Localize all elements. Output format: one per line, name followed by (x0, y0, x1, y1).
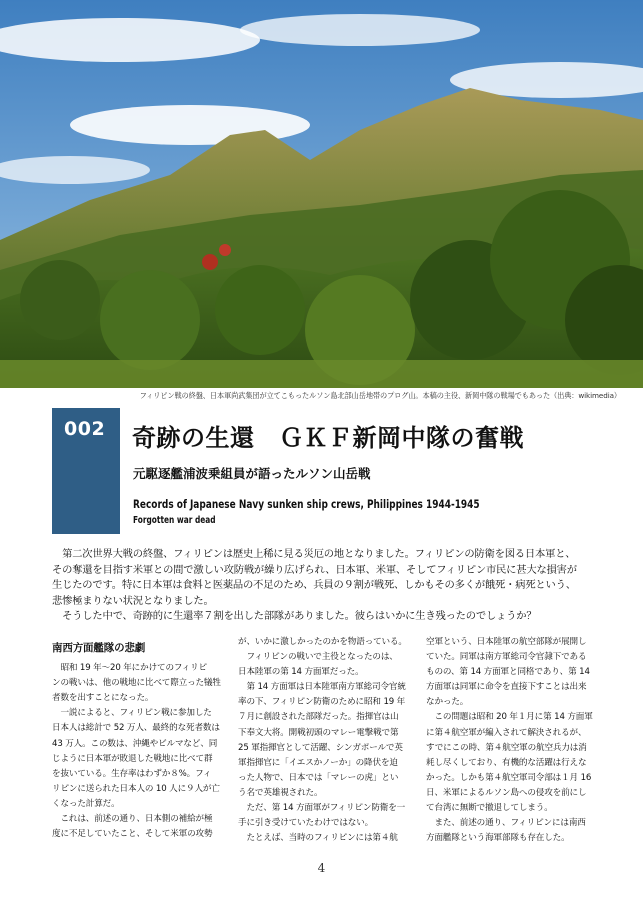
body-line: った人物で、日本では「マレーの虎」とい (238, 772, 399, 783)
article-number: 002 (64, 418, 106, 440)
body-column-1 (52, 635, 227, 842)
body-line: 手に引き受けていたわけではない。 (238, 818, 374, 829)
body-line: なかった。 (426, 697, 469, 708)
body-line: 25 軍指揮官として活躍、シンガポールで英 (238, 742, 403, 753)
body-line: 日本人は総計で 52 万人、最終的な死者数は (52, 723, 220, 734)
body-line: 度に不足していたこと、そして米軍の攻勢 (52, 829, 213, 840)
body-line: 下奉文大将。開戦初頭のマレー電撃戦で第 (238, 727, 399, 738)
body-line: ただ、第 14 方面軍がフィリピン防衛を一 (238, 803, 406, 814)
article-number-box (52, 408, 120, 534)
body-line: たとえば、当時のフィリピンには第４航 (238, 833, 398, 844)
body-line: 43 万人。この数は、沖縄やビルマなど、同 (52, 738, 218, 749)
article-title: 奇跡の生還 ＧＫＦ新岡中隊の奮戦 (132, 424, 524, 452)
lead-line: 生じたのです。特に日本軍は食料と医薬品の不足のため、兵員の９割が戦死、しかもその多くが餓死・病死という、 (52, 579, 576, 592)
body-line: ンの戦いは、他の戦地に比べて際立った犠牲 (52, 678, 221, 689)
body-line: 方面艦隊という海軍部隊も存在した。 (426, 833, 570, 844)
body-line: これは、前述の通り、日本側の補給が極 (52, 814, 213, 825)
body-line: ていた。同軍は南方軍総司令官隷下である (426, 652, 587, 663)
body-line: が、いかに激しかったのかを物語っている。 (238, 637, 407, 647)
english-subtitle: Forgotten war dead (133, 515, 216, 526)
lead-line: 悲惨極まりない状況となりました。 (52, 594, 214, 607)
body-line: リピンに送られた日本人の 10 人に９人が亡 (52, 783, 220, 794)
page-number: 4 (317, 861, 326, 875)
mountain-landscape-image (0, 0, 643, 388)
body-line: て台湾に無断で撤退してしまう。 (426, 803, 553, 814)
body-line: 日本陸軍の第 14 方面軍だった。 (238, 667, 364, 678)
body-column-2 (238, 635, 413, 846)
english-title: Records of Japanese Navy sunken ship crews, Philippines 1944-1945 (133, 497, 480, 511)
lead-line: その奪還を目指す米軍との間で激しい攻防戦が繰り広げられ、日本軍、米軍、そしてフィリピン市民に甚大な損害が (52, 563, 577, 576)
body-line: 率の下、フィリピン防衛のために昭和 19 年 (238, 697, 406, 708)
body-line: 日、米軍によるルソン島への侵攻を前にし (426, 787, 587, 798)
section-heading: 南西方面艦隊の悲劇 (52, 642, 146, 654)
body-line: 耗し尽くしており、有機的な活躍は行えな (426, 757, 587, 768)
body-line: 軍指揮官に「イエスかノーか」の降伏を迫 (238, 757, 398, 768)
body-line: じように日本軍が敗退した戦地に比べて群 (52, 753, 213, 764)
body-line: 一説によると、フィリピン戦に参加した (52, 708, 212, 719)
body-line: ７月に創設された部隊だった。指揮官は山 (238, 712, 399, 723)
body-line: くなった計算だ。 (52, 798, 120, 809)
body-line: う名で英雄視された。 (238, 787, 323, 798)
lead-line: 第二次世界大戦の終盤、フィリピンは歴史上稀に見る災厄の地となりました。フィリピンの防衛を図る日本軍と、 (52, 548, 576, 560)
body-line: 方面軍は同軍に命令を直接下すことは出来 (426, 682, 587, 693)
article-subtitle: 元駆逐艦浦波乗組員が語ったルソン山岳戦 (133, 466, 371, 481)
lead-line: そうした中で、奇跡的に生還率７割を出した部隊がありました。彼らはいかに生き残ったのでしょうか？ (52, 610, 537, 623)
body-line: に第４航空軍が編入されて解決されるが、 (426, 727, 587, 738)
body-line: 者数を出すことになった。 (52, 693, 154, 704)
body-line: 第 14 方面軍は日本陸軍南方軍総司令官統 (238, 682, 406, 693)
body-line: 昭和 19 年〜20 年にかけてのフィリピ (52, 663, 207, 674)
header-photo (0, 0, 643, 388)
body-line: この問題は昭和 20 年１月に第 14 方面軍 (426, 712, 593, 723)
body-line: すでにこの時、第４航空軍の航空兵力は消 (426, 742, 587, 753)
body-line: を抜いている。生存率はわずか８%。フィ (52, 768, 212, 779)
body-line: また、前述の通り、フィリピンには南西 (426, 818, 586, 829)
body-line: フィリピンの戦いで主役となったのは、 (238, 652, 398, 663)
body-line: ものの、第 14 方面軍と同格であり、第 14 (426, 667, 590, 678)
lead-paragraph (52, 547, 623, 625)
body-line: 空軍という、日本陸軍の航空部隊が展開し (426, 637, 587, 647)
body-line: かった。しかも第４航空軍司令部は１月 16 (426, 772, 592, 783)
photo-caption: フィリピン戦の終盤、日本軍尚武集団が立てこもったルソン島北部山岳地帯のプログ山。本稿の主役、新岡中隊の戦場でもあった（出典：wikimedia） (139, 391, 621, 400)
body-column-3 (426, 635, 601, 846)
